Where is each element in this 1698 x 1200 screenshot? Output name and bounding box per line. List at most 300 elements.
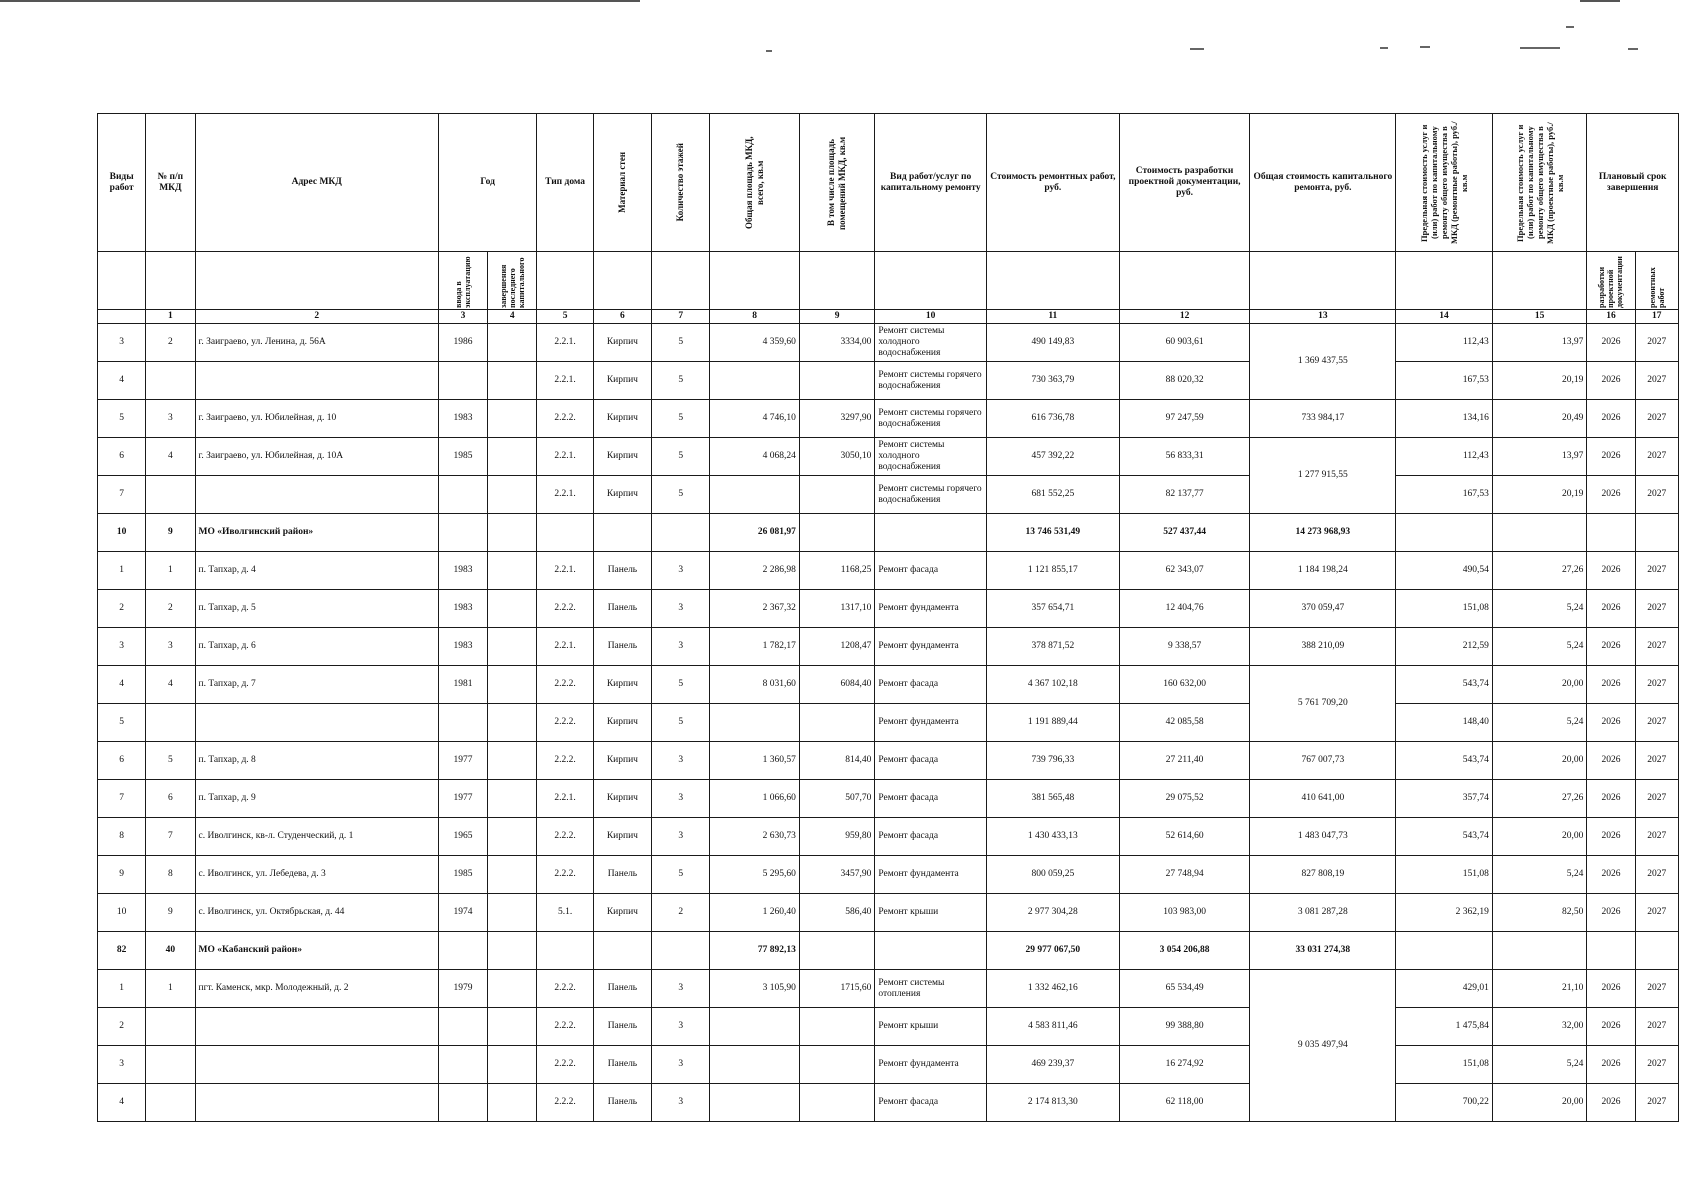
cell-pred-proekt: 20,19 xyxy=(1492,362,1587,400)
cell-pred-rem: 212,59 xyxy=(1396,628,1493,666)
cell-num-mkd: 6 xyxy=(146,780,195,818)
cell-address xyxy=(195,1084,438,1122)
cell-pred-proekt: 27,26 xyxy=(1492,780,1587,818)
sub-cell xyxy=(1396,252,1493,310)
cell-address: пгт. Каменск, мкр. Молодежный, д. 2 xyxy=(195,970,438,1008)
cell-obsh-ploshad xyxy=(710,1084,800,1122)
cell-pred-rem: 112,43 xyxy=(1396,438,1493,476)
colnum: 15 xyxy=(1492,310,1587,324)
cell-etazhi: 3 xyxy=(652,742,710,780)
cell-stoim-proekt: 62 343,07 xyxy=(1119,552,1250,590)
cell-srok-proekt: 2026 xyxy=(1587,438,1635,476)
cell-material: Панель xyxy=(593,628,651,666)
colnum: 1 xyxy=(146,310,195,324)
sub-god-zaversh xyxy=(488,252,537,310)
cell-ploshad-pomesh xyxy=(799,932,874,970)
cell-srok-proekt: 2026 xyxy=(1587,894,1635,932)
cell-ploshad-pomesh xyxy=(799,1046,874,1084)
cell-material: Кирпич xyxy=(593,894,651,932)
cell-tip-doma: 2.2.2. xyxy=(537,400,593,438)
table-row xyxy=(98,704,1679,742)
cell-obsh-stoim: 1 277 915,55 xyxy=(1250,438,1396,514)
cell-obsh-ploshad: 4 746,10 xyxy=(710,400,800,438)
cell-pred-proekt: 27,26 xyxy=(1492,552,1587,590)
cell-god-vvoda: 1965 xyxy=(438,818,487,856)
cell-pred-proekt: 21,10 xyxy=(1492,970,1587,1008)
cell-material: Кирпич xyxy=(593,400,651,438)
cell-tip-doma: 2.2.2. xyxy=(537,704,593,742)
cell-num-mkd: 1 xyxy=(146,552,195,590)
colnum: 5 xyxy=(537,310,593,324)
colnum xyxy=(98,310,146,324)
cell-pred-rem: 543,74 xyxy=(1396,818,1493,856)
cell-srok-rem: 2027 xyxy=(1635,742,1678,780)
cell-tip-doma: 5.1. xyxy=(537,894,593,932)
cell-num-mkd: 8 xyxy=(146,856,195,894)
header-ploshad-pomesh xyxy=(799,114,874,252)
cell-stoim-proekt: 9 338,57 xyxy=(1119,628,1250,666)
cell-num-mkd: 4 xyxy=(146,666,195,704)
cell-address: г. Заиграево, ул. Юбилейная, д. 10 xyxy=(195,400,438,438)
cell-vid-rabot-uslug: Ремонт фундамента xyxy=(875,628,987,666)
table-row xyxy=(98,438,1679,476)
cell-srok-rem: 2027 xyxy=(1635,1046,1678,1084)
cell-god-zaversh xyxy=(488,856,537,894)
cell-pred-proekt: 20,49 xyxy=(1492,400,1587,438)
cell-pred-rem: 167,53 xyxy=(1396,362,1493,400)
colnum: 14 xyxy=(1396,310,1493,324)
cell-pred-rem: 134,16 xyxy=(1396,400,1493,438)
cell-obsh-stoim: 388 210,09 xyxy=(1250,628,1396,666)
cell-vid-rabot: 5 xyxy=(98,704,146,742)
cell-address xyxy=(195,1046,438,1084)
cell-god-vvoda: 1986 xyxy=(438,324,487,362)
cell-srok-proekt: 2026 xyxy=(1587,400,1635,438)
cell-stoim-proekt: 56 833,31 xyxy=(1119,438,1250,476)
cell-obsh-stoim: 1 369 437,55 xyxy=(1250,324,1396,400)
cell-ploshad-pomesh: 3050,10 xyxy=(799,438,874,476)
cell-pred-rem: 543,74 xyxy=(1396,742,1493,780)
header-material-text: Материал стен xyxy=(616,152,627,213)
cell-vid-rabot: 7 xyxy=(98,476,146,514)
cell-material: Кирпич xyxy=(593,818,651,856)
cell-etazhi: 3 xyxy=(652,1084,710,1122)
cell-ploshad-pomesh xyxy=(799,1084,874,1122)
cell-god-vvoda: 1985 xyxy=(438,438,487,476)
cell-obsh-stoim: 733 984,17 xyxy=(1250,400,1396,438)
cell-ploshad-pomesh: 1168,25 xyxy=(799,552,874,590)
cell-address: п. Тапхар, д. 6 xyxy=(195,628,438,666)
cell-tip-doma: 2.2.1. xyxy=(537,628,593,666)
cell-address: г. Заиграево, ул. Юбилейная, д. 10А xyxy=(195,438,438,476)
cell-vid-rabot-uslug: Ремонт фундамента xyxy=(875,590,987,628)
cell-pred-rem: 151,08 xyxy=(1396,590,1493,628)
cell-tip-doma: 2.2.1. xyxy=(537,324,593,362)
scan-edge-line xyxy=(0,0,640,2)
cell-vid-rabot-uslug: Ремонт фасада xyxy=(875,666,987,704)
cell-tip-doma: 2.2.2. xyxy=(537,1084,593,1122)
colnum: 17 xyxy=(1635,310,1678,324)
cell-srok-proekt: 2026 xyxy=(1587,476,1635,514)
cell-num-mkd xyxy=(146,1046,195,1084)
header-pred-proekt-text: Предельная стоимость услуг и (или) работ по капитальному ремонту общего имущества в МКД (проектные работы), руб./кв.м xyxy=(1514,121,1565,244)
sub-god-vvoda xyxy=(438,252,487,310)
cell-tip-doma: 2.2.1. xyxy=(537,362,593,400)
cell-srok-proekt: 2026 xyxy=(1587,856,1635,894)
table-row xyxy=(98,324,1679,362)
header-material xyxy=(593,114,651,252)
sub-god-vvoda-text: ввода в эксплуатацию xyxy=(454,255,473,308)
cell-tip-doma: 2.2.1. xyxy=(537,476,593,514)
cell-vid-rabot-uslug: Ремонт системы горячего водоснабжения xyxy=(875,476,987,514)
table-row xyxy=(98,1084,1679,1122)
cell-stoim-proekt: 88 020,32 xyxy=(1119,362,1250,400)
cell-stoim-proekt: 12 404,76 xyxy=(1119,590,1250,628)
cell-material: Кирпич xyxy=(593,780,651,818)
cell-stoim-proekt: 27 748,94 xyxy=(1119,856,1250,894)
cell-pred-proekt: 82,50 xyxy=(1492,894,1587,932)
cell-srok-rem: 2027 xyxy=(1635,666,1678,704)
table-body xyxy=(98,324,1679,1122)
cell-stoim-proekt: 527 437,44 xyxy=(1119,514,1250,552)
cell-srok-proekt: 2026 xyxy=(1587,628,1635,666)
cell-num-mkd: 2 xyxy=(146,324,195,362)
header-obsh-ploshad xyxy=(710,114,800,252)
cell-obsh-stoim: 410 641,00 xyxy=(1250,780,1396,818)
cell-stoim-proekt: 99 388,80 xyxy=(1119,1008,1250,1046)
cell-etazhi: 3 xyxy=(652,780,710,818)
table-row xyxy=(98,1008,1679,1046)
cell-god-vvoda: 1985 xyxy=(438,856,487,894)
cell-obsh-stoim: 370 059,47 xyxy=(1250,590,1396,628)
colnum: 9 xyxy=(799,310,874,324)
cell-etazhi: 5 xyxy=(652,438,710,476)
cell-vid-rabot: 3 xyxy=(98,1046,146,1084)
header-obsh-stoim: Общая стоимость капитального ремонта, руб. xyxy=(1250,114,1396,252)
cell-vid-rabot-uslug: Ремонт крыши xyxy=(875,1008,987,1046)
cell-vid-rabot-uslug: Ремонт фундамента xyxy=(875,856,987,894)
cell-obsh-ploshad xyxy=(710,704,800,742)
header-obsh-ploshad-text: Общая площадь МКД, всего, кв.м xyxy=(743,136,765,229)
cell-srok-rem: 2027 xyxy=(1635,590,1678,628)
cell-vid-rabot-uslug: Ремонт системы холодного водоснабжения xyxy=(875,438,987,476)
cell-vid-rabot-uslug: Ремонт фундамента xyxy=(875,1046,987,1084)
cell-vid-rabot: 9 xyxy=(98,856,146,894)
cell-num-mkd xyxy=(146,362,195,400)
cell-vid-rabot: 5 xyxy=(98,400,146,438)
cell-obsh-stoim: 1 184 198,24 xyxy=(1250,552,1396,590)
cell-obsh-ploshad: 77 892,13 xyxy=(710,932,800,970)
header-pred-proekt xyxy=(1492,114,1587,252)
header-vid-rabot-uslug: Вид работ/услуг по капитальному ремонту xyxy=(875,114,987,252)
cell-srok-rem: 2027 xyxy=(1635,324,1678,362)
cell-address: с. Иволгинск, ул. Октябрьская, д. 44 xyxy=(195,894,438,932)
header-pred-rem-text: Предельная стоимость услуг и (или) работ по капитальному ремонту общего имущества в МКД (ремонтные работы), руб./кв.м xyxy=(1419,121,1470,244)
cell-stoim-rem: 800 059,25 xyxy=(986,856,1119,894)
header-tip-doma: Тип дома xyxy=(537,114,593,252)
cell-ploshad-pomesh: 814,40 xyxy=(799,742,874,780)
cell-god-vvoda xyxy=(438,932,487,970)
cell-ploshad-pomesh: 3457,90 xyxy=(799,856,874,894)
cell-material: Панель xyxy=(593,1084,651,1122)
cell-vid-rabot-uslug: Ремонт фасада xyxy=(875,780,987,818)
cell-stoim-proekt: 97 247,59 xyxy=(1119,400,1250,438)
cell-stoim-rem: 4 583 811,46 xyxy=(986,1008,1119,1046)
colnum: 2 xyxy=(195,310,438,324)
header-stoim-rem: Стоимость ремонтных работ, руб. xyxy=(986,114,1119,252)
cell-srok-proekt: 2026 xyxy=(1587,818,1635,856)
cell-etazhi: 3 xyxy=(652,1046,710,1084)
cell-god-zaversh xyxy=(488,400,537,438)
cell-material: Кирпич xyxy=(593,324,651,362)
cell-srok-proekt: 2026 xyxy=(1587,780,1635,818)
cell-stoim-proekt: 60 903,61 xyxy=(1119,324,1250,362)
cell-srok-rem: 2027 xyxy=(1635,894,1678,932)
cell-material: Кирпич xyxy=(593,666,651,704)
cell-obsh-ploshad: 1 782,17 xyxy=(710,628,800,666)
cell-address xyxy=(195,362,438,400)
cell-obsh-stoim: 767 007,73 xyxy=(1250,742,1396,780)
sub-cell xyxy=(799,252,874,310)
cell-pred-rem xyxy=(1396,932,1493,970)
cell-vid-rabot-uslug: Ремонт фундамента xyxy=(875,704,987,742)
cell-num-mkd: 1 xyxy=(146,970,195,1008)
cell-address: п. Тапхар, д. 7 xyxy=(195,666,438,704)
cell-stoim-proekt: 16 274,92 xyxy=(1119,1046,1250,1084)
municipality-row xyxy=(98,932,1679,970)
cell-address: МО «Кабанский район» xyxy=(195,932,438,970)
cell-obsh-stoim: 33 031 274,38 xyxy=(1250,932,1396,970)
table-row xyxy=(98,666,1679,704)
cell-srok-proekt: 2026 xyxy=(1587,666,1635,704)
cell-pred-proekt: 20,00 xyxy=(1492,1084,1587,1122)
cell-vid-rabot-uslug: Ремонт фасада xyxy=(875,742,987,780)
cell-tip-doma: 2.2.1. xyxy=(537,552,593,590)
cell-srok-rem: 2027 xyxy=(1635,704,1678,742)
cell-stoim-proekt: 103 983,00 xyxy=(1119,894,1250,932)
cell-address: с. Иволгинск, ул. Лебедева, д. 3 xyxy=(195,856,438,894)
cell-obsh-ploshad: 2 367,32 xyxy=(710,590,800,628)
cell-obsh-stoim: 5 761 709,20 xyxy=(1250,666,1396,742)
colnum: 3 xyxy=(438,310,487,324)
cell-stoim-rem: 1 121 855,17 xyxy=(986,552,1119,590)
header-god: Год xyxy=(438,114,537,252)
cell-obsh-ploshad: 3 105,90 xyxy=(710,970,800,1008)
cell-god-zaversh xyxy=(488,324,537,362)
cell-pred-proekt: 20,00 xyxy=(1492,666,1587,704)
cell-vid-rabot: 4 xyxy=(98,1084,146,1122)
header-pred-rem xyxy=(1396,114,1493,252)
cell-vid-rabot: 3 xyxy=(98,324,146,362)
capital-repair-table xyxy=(97,113,1679,1122)
scan-speck xyxy=(1628,48,1638,50)
cell-material: Панель xyxy=(593,552,651,590)
sub-god-zaversh-text: завершения последнего капитального xyxy=(498,257,526,308)
cell-obsh-ploshad: 2 630,73 xyxy=(710,818,800,856)
cell-srok-proekt: 2026 xyxy=(1587,704,1635,742)
sub-cell xyxy=(875,252,987,310)
cell-tip-doma: 2.2.2. xyxy=(537,742,593,780)
cell-god-vvoda xyxy=(438,704,487,742)
cell-god-zaversh xyxy=(488,780,537,818)
cell-obsh-ploshad: 5 295,60 xyxy=(710,856,800,894)
cell-stoim-rem: 730 363,79 xyxy=(986,362,1119,400)
colnum: 13 xyxy=(1250,310,1396,324)
header-plan-srok: Плановый срок завершения xyxy=(1587,114,1679,252)
table-row xyxy=(98,590,1679,628)
cell-tip-doma: 2.2.2. xyxy=(537,1008,593,1046)
sub-cell xyxy=(986,252,1119,310)
cell-pred-proekt: 5,24 xyxy=(1492,1046,1587,1084)
cell-srok-proekt: 2026 xyxy=(1587,742,1635,780)
cell-tip-doma: 2.2.1. xyxy=(537,780,593,818)
cell-etazhi: 3 xyxy=(652,970,710,1008)
cell-stoim-proekt: 62 118,00 xyxy=(1119,1084,1250,1122)
cell-srok-rem: 2027 xyxy=(1635,970,1678,1008)
cell-stoim-proekt: 65 534,49 xyxy=(1119,970,1250,1008)
cell-vid-rabot-uslug: Ремонт фасада xyxy=(875,1084,987,1122)
cell-vid-rabot-uslug: Ремонт системы холодного водоснабжения xyxy=(875,324,987,362)
sub-srok-proekt xyxy=(1587,252,1635,310)
cell-num-mkd xyxy=(146,476,195,514)
cell-address: п. Тапхар, д. 8 xyxy=(195,742,438,780)
table-row xyxy=(98,818,1679,856)
cell-address: МО «Иволгинский район» xyxy=(195,514,438,552)
cell-stoim-rem: 490 149,83 xyxy=(986,324,1119,362)
cell-pred-proekt: 5,24 xyxy=(1492,856,1587,894)
cell-vid-rabot: 10 xyxy=(98,894,146,932)
cell-vid-rabot-uslug: Ремонт фасада xyxy=(875,552,987,590)
cell-stoim-rem: 1 332 462,16 xyxy=(986,970,1119,1008)
cell-obsh-ploshad: 4 359,60 xyxy=(710,324,800,362)
cell-pred-proekt: 5,24 xyxy=(1492,704,1587,742)
table-row xyxy=(98,552,1679,590)
cell-num-mkd: 7 xyxy=(146,818,195,856)
colnum: 12 xyxy=(1119,310,1250,324)
cell-stoim-rem: 739 796,33 xyxy=(986,742,1119,780)
cell-stoim-rem: 469 239,37 xyxy=(986,1046,1119,1084)
cell-obsh-ploshad: 1 066,60 xyxy=(710,780,800,818)
cell-srok-proekt: 2026 xyxy=(1587,1046,1635,1084)
cell-material: Кирпич xyxy=(593,362,651,400)
cell-vid-rabot-uslug: Ремонт системы горячего водоснабжения xyxy=(875,362,987,400)
cell-num-mkd: 40 xyxy=(146,932,195,970)
cell-ploshad-pomesh: 1208,47 xyxy=(799,628,874,666)
header-address: Адрес МКД xyxy=(195,114,438,252)
table-row xyxy=(98,894,1679,932)
scan-edge-line-right xyxy=(1580,0,1620,2)
cell-address xyxy=(195,704,438,742)
sub-cell xyxy=(146,252,195,310)
cell-vid-rabot: 8 xyxy=(98,818,146,856)
cell-address: п. Тапхар, д. 9 xyxy=(195,780,438,818)
header-num-mkd: № п/п МКД xyxy=(146,114,195,252)
table-row xyxy=(98,400,1679,438)
cell-obsh-ploshad: 1 260,40 xyxy=(710,894,800,932)
cell-srok-rem: 2027 xyxy=(1635,628,1678,666)
cell-stoim-rem: 381 565,48 xyxy=(986,780,1119,818)
cell-pred-proekt: 13,97 xyxy=(1492,324,1587,362)
cell-god-vvoda: 1983 xyxy=(438,400,487,438)
cell-god-zaversh xyxy=(488,1046,537,1084)
cell-vid-rabot-uslug: Ремонт фасада xyxy=(875,818,987,856)
cell-num-mkd xyxy=(146,1008,195,1046)
cell-pred-proekt: 13,97 xyxy=(1492,438,1587,476)
cell-num-mkd: 3 xyxy=(146,628,195,666)
cell-obsh-stoim: 3 081 287,28 xyxy=(1250,894,1396,932)
table-row xyxy=(98,780,1679,818)
cell-tip-doma: 2.2.2. xyxy=(537,818,593,856)
cell-material: Кирпич xyxy=(593,438,651,476)
cell-pred-proekt: 20,19 xyxy=(1492,476,1587,514)
cell-pred-proekt: 5,24 xyxy=(1492,590,1587,628)
cell-god-vvoda xyxy=(438,514,487,552)
cell-stoim-proekt: 29 075,52 xyxy=(1119,780,1250,818)
table-row xyxy=(98,742,1679,780)
cell-pred-rem: 151,08 xyxy=(1396,856,1493,894)
cell-tip-doma: 2.2.2. xyxy=(537,856,593,894)
cell-etazhi: 3 xyxy=(652,590,710,628)
cell-obsh-ploshad xyxy=(710,476,800,514)
cell-address: п. Тапхар, д. 5 xyxy=(195,590,438,628)
cell-stoim-rem: 357 654,71 xyxy=(986,590,1119,628)
table-row xyxy=(98,476,1679,514)
cell-address: п. Тапхар, д. 4 xyxy=(195,552,438,590)
cell-material: Панель xyxy=(593,970,651,1008)
scan-speck xyxy=(1566,26,1574,28)
cell-srok-rem: 2027 xyxy=(1635,780,1678,818)
cell-pred-proekt xyxy=(1492,514,1587,552)
cell-etazhi: 3 xyxy=(652,552,710,590)
cell-srok-proekt xyxy=(1587,932,1635,970)
cell-pred-rem: 543,74 xyxy=(1396,666,1493,704)
cell-material: Кирпич xyxy=(593,742,651,780)
cell-tip-doma: 2.2.2. xyxy=(537,970,593,1008)
column-number-row xyxy=(98,310,1679,324)
cell-ploshad-pomesh xyxy=(799,1008,874,1046)
cell-obsh-ploshad xyxy=(710,362,800,400)
cell-god-zaversh xyxy=(488,552,537,590)
cell-pred-rem: 2 362,19 xyxy=(1396,894,1493,932)
cell-material xyxy=(593,932,651,970)
table-row xyxy=(98,856,1679,894)
cell-ploshad-pomesh: 1715,60 xyxy=(799,970,874,1008)
sub-cell xyxy=(195,252,438,310)
header-vid-rabot: Виды работ xyxy=(98,114,146,252)
scan-speck xyxy=(1420,46,1430,48)
cell-ploshad-pomesh xyxy=(799,514,874,552)
cell-srok-proekt xyxy=(1587,514,1635,552)
table-row xyxy=(98,628,1679,666)
cell-ploshad-pomesh: 959,80 xyxy=(799,818,874,856)
cell-vid-rabot-uslug: Ремонт системы отопления xyxy=(875,970,987,1008)
cell-ploshad-pomesh xyxy=(799,476,874,514)
cell-num-mkd: 4 xyxy=(146,438,195,476)
cell-vid-rabot-uslug: Ремонт системы горячего водоснабжения xyxy=(875,400,987,438)
cell-stoim-rem: 681 552,25 xyxy=(986,476,1119,514)
cell-srok-rem xyxy=(1635,514,1678,552)
cell-pred-rem: 700,22 xyxy=(1396,1084,1493,1122)
cell-god-vvoda xyxy=(438,476,487,514)
cell-ploshad-pomesh: 6084,40 xyxy=(799,666,874,704)
cell-etazhi: 5 xyxy=(652,362,710,400)
cell-etazhi: 5 xyxy=(652,400,710,438)
cell-god-zaversh xyxy=(488,628,537,666)
cell-srok-rem xyxy=(1635,932,1678,970)
cell-tip-doma: 2.2.2. xyxy=(537,666,593,704)
cell-address xyxy=(195,1008,438,1046)
cell-ploshad-pomesh: 507,70 xyxy=(799,780,874,818)
